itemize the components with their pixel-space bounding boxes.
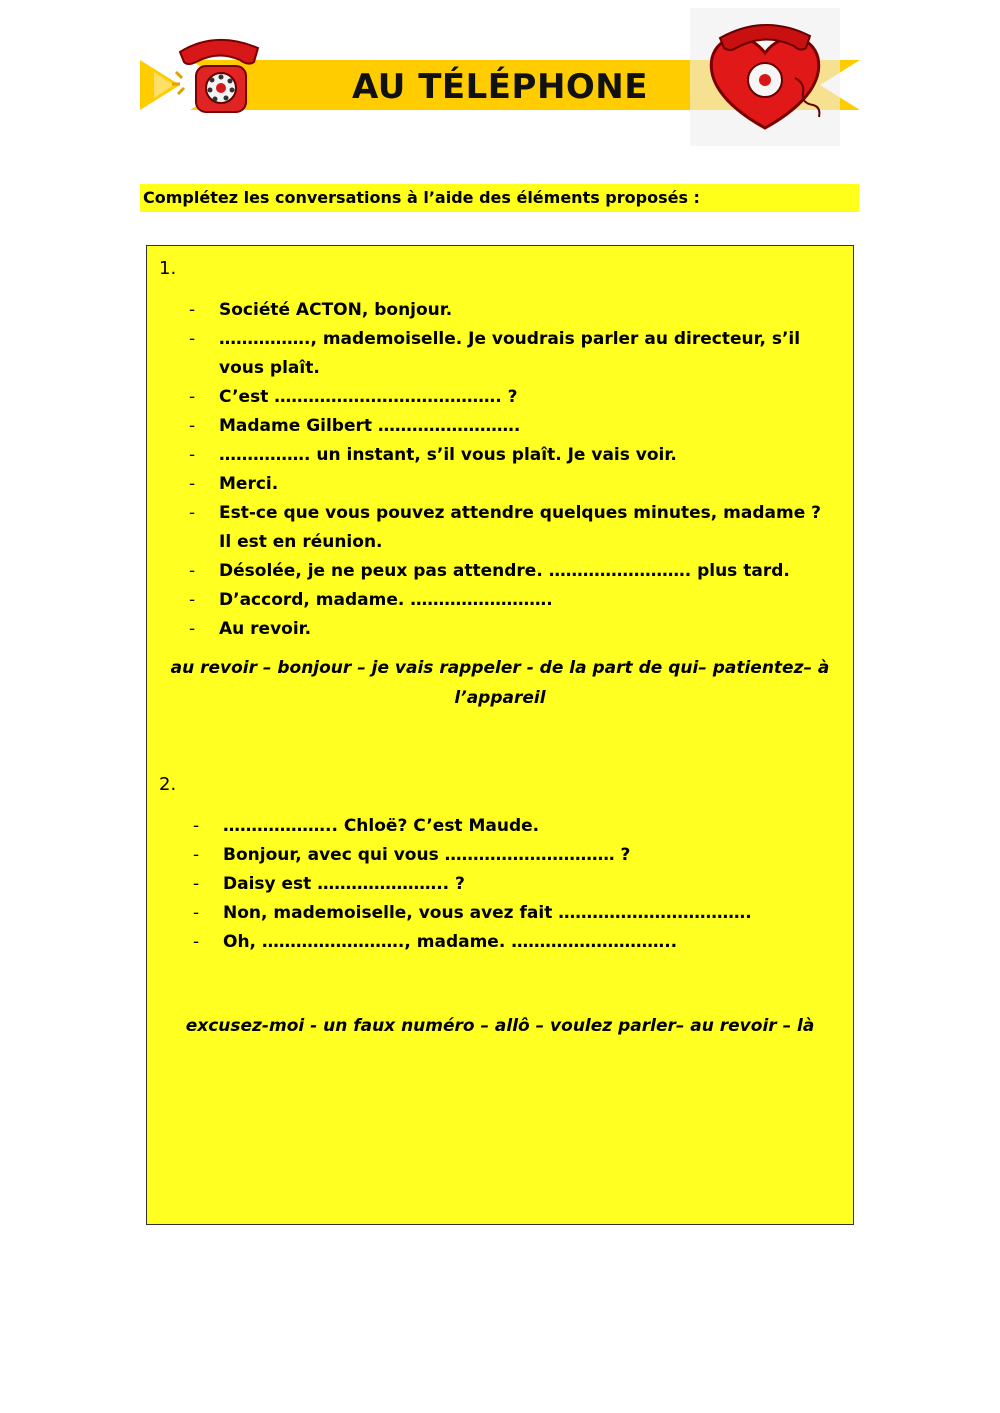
exercise-box [146, 245, 854, 1225]
dialogue-line: - ……………….. Chloë? C’est Maude. [193, 816, 540, 836]
exercise-2-number: 2. [159, 774, 177, 795]
dialogue-line: - D’accord, madame. ……………………. [189, 590, 553, 610]
dialogue-line: - Merci. [189, 474, 279, 494]
dialogue-line: - Bonjour, avec qui vous ………………………… ? [193, 845, 631, 865]
dialogue-line: - Désolée, je ne peux pas attendre. ……………………. plus tard. [189, 561, 790, 581]
heart-telephone-icon [690, 8, 840, 146]
dialogue-line: - Non, mademoiselle, vous avez fait ……………………………. [193, 903, 752, 923]
dialogue-line: - Daisy est ………………….. ? [193, 874, 465, 894]
dialogue-line: - Société ACTON, bonjour. [189, 300, 453, 320]
dialogue-line: - ……………. un instant, s’il vous plaît. Je vais voir. [189, 445, 677, 465]
dialogue-line: - Au revoir. [189, 619, 312, 639]
exercise-2-dialogue [193, 812, 823, 957]
page-title: AU TÉLÉPHONE [352, 67, 648, 107]
exercise-1-dialogue [189, 296, 839, 644]
exercise-1-word-bank: au revoir – bonjour – je vais rappeler - de la part de qui– patientez– à l’appareil [170, 658, 830, 708]
dialogue-line: - C’est …………………………………. ? [189, 387, 518, 407]
telephone-icon [170, 32, 270, 118]
dialogue-line: - Oh, ……………………., madame. ……………………….. [193, 932, 678, 952]
exercise-2-word-bank: excusez-moi - un faux numéro – allô – voulez parler– au revoir – là [185, 1016, 815, 1036]
dialogue-line: - Est-ce que vous pouvez attendre quelques minutes, madame ? Il est en réunion. [189, 503, 822, 552]
instruction-strip [140, 184, 859, 212]
dialogue-line: - Madame Gilbert ……………………. [189, 416, 521, 436]
instruction-text: Complétez les conversations à l’aide des éléments proposés : [143, 188, 700, 207]
exercise-1-number: 1. [159, 258, 177, 279]
dialogue-line: - ……………., mademoiselle. Je voudrais parler au directeur, s’il vous plaît. [189, 329, 801, 378]
